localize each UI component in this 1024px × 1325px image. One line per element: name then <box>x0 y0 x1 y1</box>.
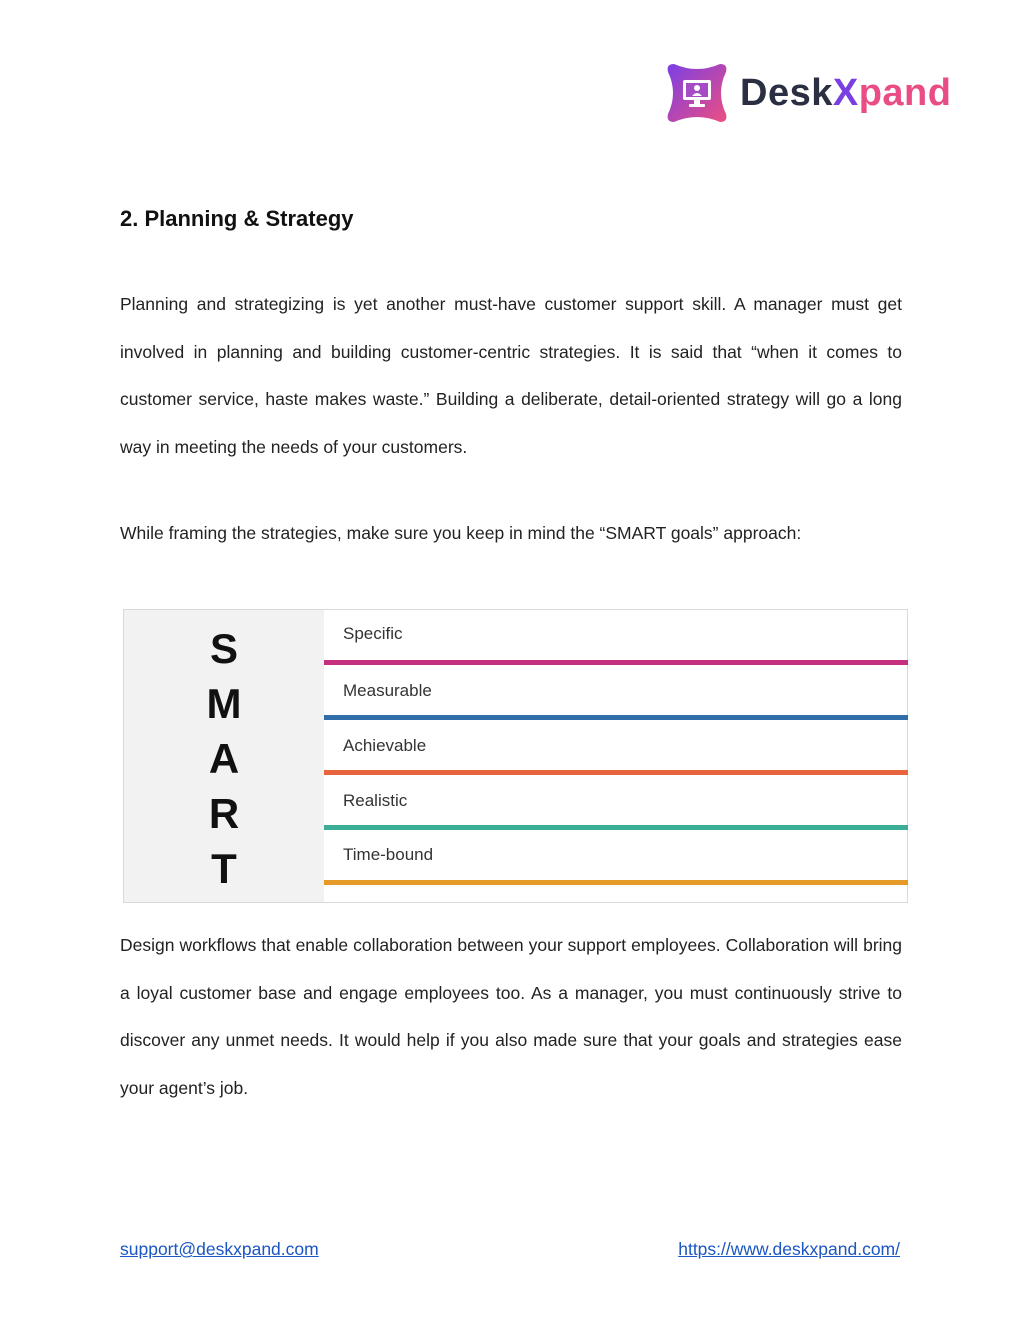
smart-line-achievable <box>324 770 908 775</box>
smart-item-specific: Specific <box>343 624 403 643</box>
smart-line-specific <box>324 660 908 665</box>
smart-line-time-bound <box>324 880 908 885</box>
smart-letter-s: S <box>209 625 238 672</box>
paragraph-smart-intro: While framing the strategies, make sure you keep in mind the “SMART goals” approach: <box>120 523 802 543</box>
brand-name-pand: pand <box>858 72 952 114</box>
brand-logo <box>664 60 951 126</box>
smart-goals-table <box>123 609 908 903</box>
smart-item-time-bound: Time-bound <box>343 845 434 864</box>
brand-name <box>740 74 951 112</box>
smart-letter-m: M <box>206 680 242 727</box>
paragraph-planning: Planning and strategizing is yet another must-have customer support skill. A manager must get involved in planning and building customer-centric strategies. It is said that “when it comes to customer service, haste makes waste.” Building a deliberate, detail-oriented strategy will go a long way in meeting the needs of your customers. <box>120 294 902 458</box>
footer-email-link[interactable]: support@deskxpand.com <box>120 1239 319 1259</box>
smart-letter-r: R <box>208 790 240 837</box>
footer-website-link[interactable]: https://www.deskxpand.com/ <box>678 1239 900 1259</box>
smart-letter-t: T <box>211 845 237 892</box>
monitor-person-icon <box>664 60 730 126</box>
smart-line-realistic <box>324 825 908 830</box>
smart-item-realistic: Realistic <box>343 791 408 810</box>
paragraph-workflows: Design workflows that enable collaboration between your support employees. Collaboration will bring a loyal customer base and engage employees too. As a manager, you must continuously strive to discover any unmet needs. It would help if you also made sure that your goals and strategies ease your agent’s job. <box>120 935 902 1099</box>
smart-line-measurable <box>324 715 908 720</box>
smart-item-achievable: Achievable <box>343 736 427 755</box>
smart-item-measurable: Measurable <box>343 681 432 700</box>
smart-letter-a: A <box>208 735 240 782</box>
brand-name-desk: Desk <box>740 72 833 114</box>
section-heading: 2. Planning & Strategy <box>120 206 354 231</box>
brand-name-x: X <box>832 72 859 114</box>
